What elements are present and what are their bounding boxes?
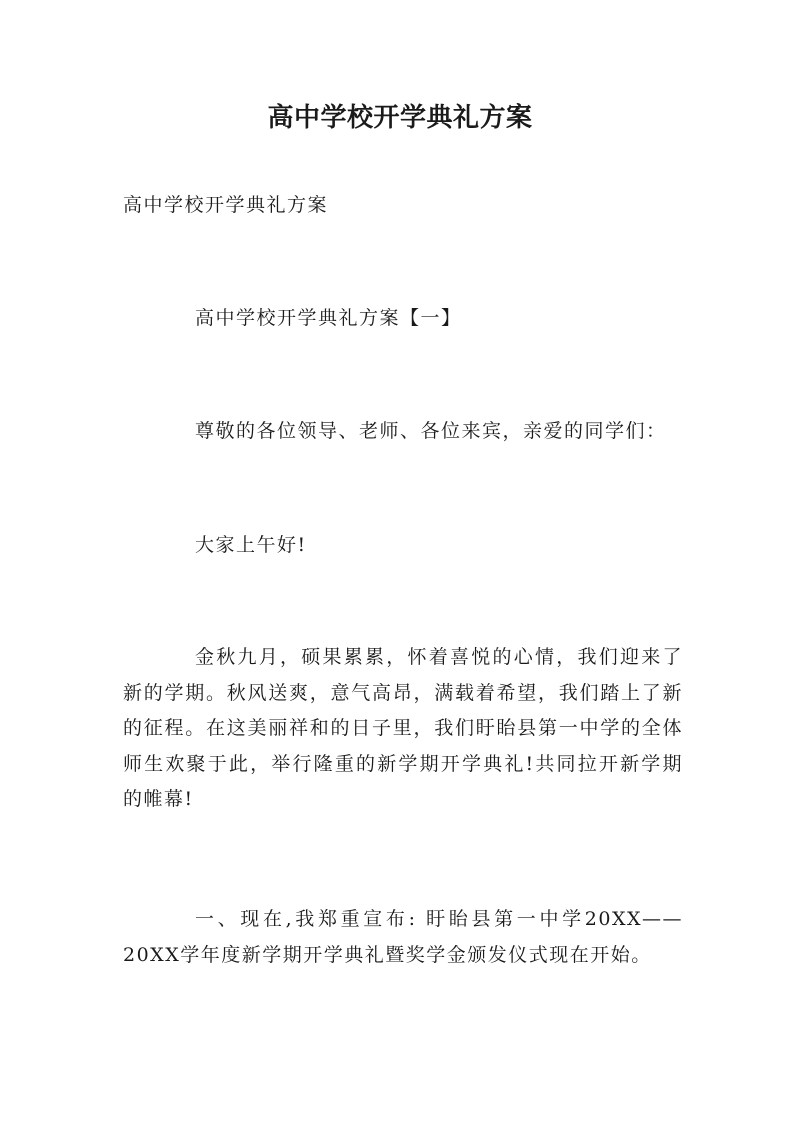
section-heading: 高中学校开学典礼方案【一】 xyxy=(195,307,462,329)
salutation: 尊敬的各位领导、老师、各位来宾，亲爱的同学们： xyxy=(195,420,667,442)
paragraph-announcement: 一、现在,我郑重宣布: 盱眙县第一中学20XX——20XX学年度新学期开学典礼暨奖学金颁发仪式现在开始。 xyxy=(123,908,683,966)
greeting: 大家上午好! xyxy=(195,534,307,556)
paragraph-opening: 金秋九月，硕果累累，怀着喜悦的心情，我们迎来了新的学期。秋风送爽，意气高昂，满载着希望，我们踏上了新的征程。在这美丽祥和的日子里，我们盱眙县第一中学的全体师生欢聚于此，举行隆重的新学期开学典礼!共同拉开新学期的帷幕! xyxy=(123,646,683,810)
document-title: 高中学校开学典礼方案 xyxy=(267,103,533,133)
document-subtitle: 高中学校开学典礼方案 xyxy=(123,194,329,216)
